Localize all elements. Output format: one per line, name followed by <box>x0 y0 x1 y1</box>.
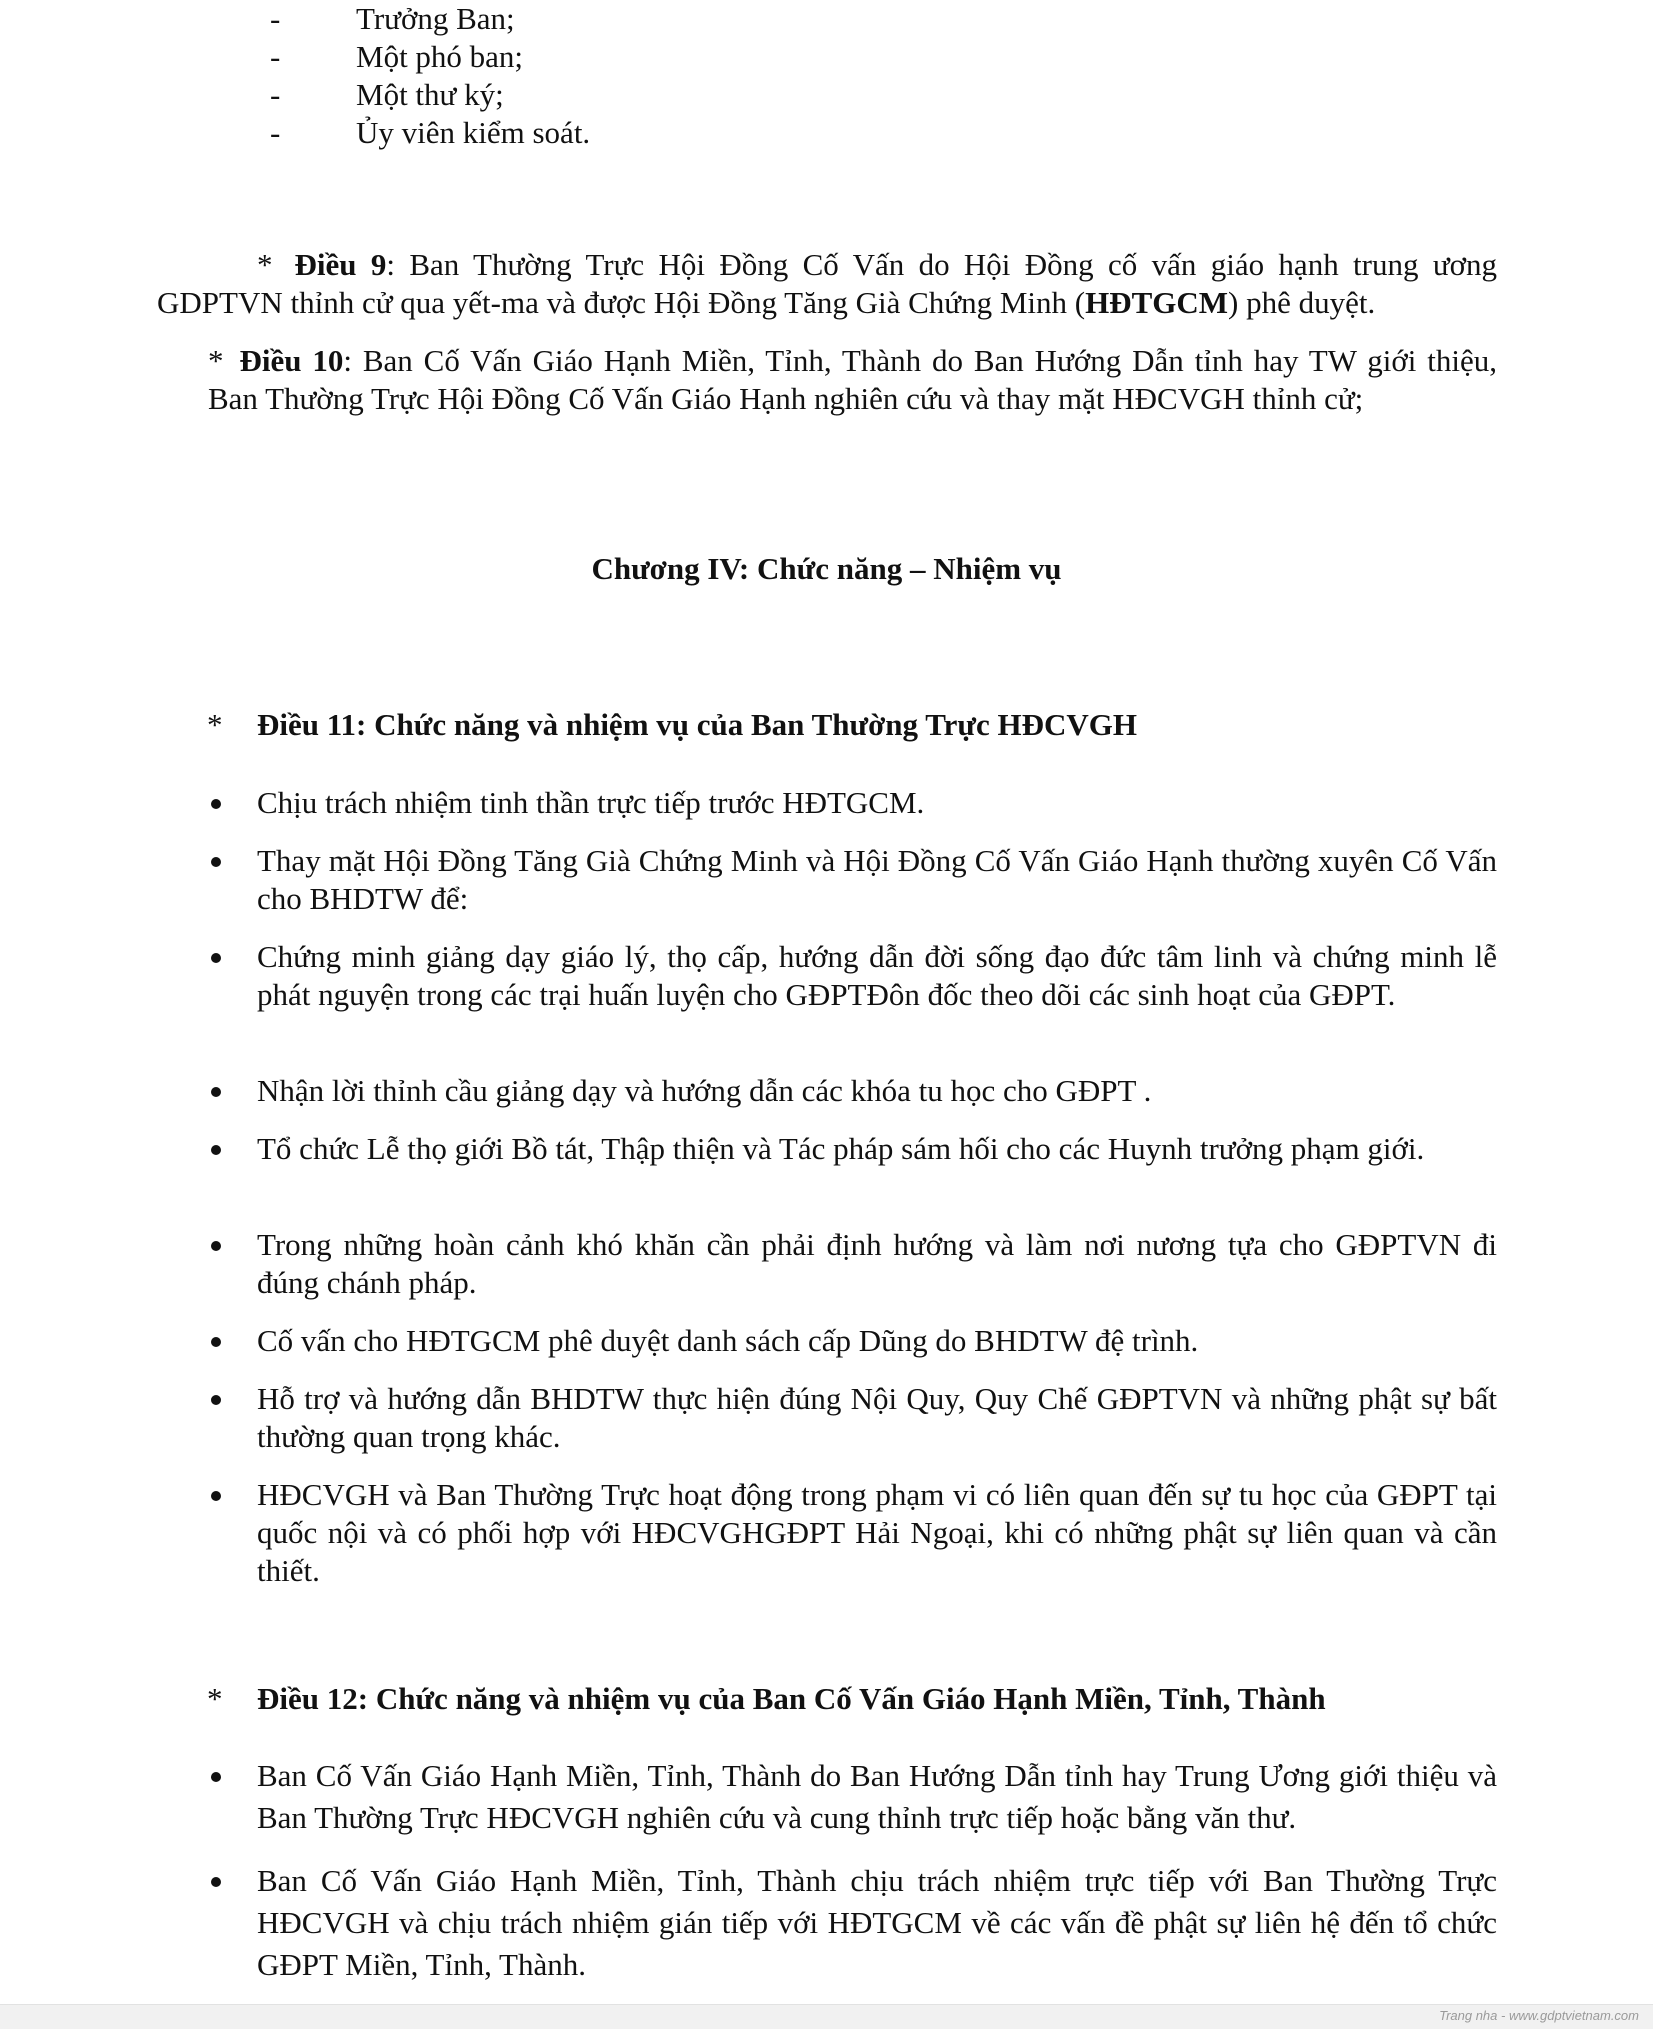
list-item-text: Tổ chức Lễ thọ giới Bồ tát, Thập thiện và Tác pháp sám hối cho các Huynh trưởng phạm giới. <box>257 1131 1425 1166</box>
asterisk-marker: * <box>257 247 273 282</box>
bullet-icon <box>211 1145 221 1155</box>
list-item <box>257 1130 1497 1168</box>
article-9-abbr: HĐTGCM <box>1085 285 1228 320</box>
article-9-text-end: ) phê duyệt. <box>1228 285 1376 320</box>
list-item <box>257 1476 1497 1590</box>
article-11-title-text: Điều 11: Chức năng và nhiệm vụ của Ban Thường Trực HĐCVGH <box>257 707 1137 742</box>
article-12-title-text: Điều 12: Chức năng và nhiệm vụ của Ban Cố Vấn Giáo Hạnh Miền, Tỉnh, Thành <box>257 1681 1326 1716</box>
article-9-paragraph <box>157 246 1497 322</box>
asterisk-marker: * <box>207 707 223 742</box>
article-12-title <box>207 1680 1326 1718</box>
list-item-text: Hỗ trợ và hướng dẫn BHDTW thực hiện đúng Nội Quy, Quy Chế GĐPTVN và những phật sự bất thường quan trọng khác. <box>257 1381 1497 1454</box>
chapter-heading: Chương IV: Chức năng – Nhiệm vụ <box>591 551 1062 586</box>
list-item <box>257 1860 1497 1986</box>
bullet-icon <box>211 1877 221 1887</box>
dash-marker: - <box>270 77 281 112</box>
dash-marker: - <box>270 39 281 74</box>
bullet-icon <box>211 1241 221 1251</box>
list-item <box>257 1226 1497 1302</box>
footer-bar <box>0 2004 1653 2029</box>
list-item-text: Trưởng Ban; <box>356 1 515 36</box>
bullet-icon <box>211 857 221 867</box>
article-10-paragraph <box>208 342 1497 418</box>
article-10-text: : Ban Cố Vấn Giáo Hạnh Miền, Tỉnh, Thành do Ban Hướng Dẫn tỉnh hay TW giới thiệu, Ban Thường Trực Hội Đồng Cố Vấn Giáo Hạnh nghiên cứu và thay mặt HĐCVGH thỉnh cử; <box>208 343 1498 416</box>
list-item <box>257 1322 1497 1360</box>
bullet-icon <box>211 1772 221 1782</box>
asterisk-marker: * <box>207 1681 223 1716</box>
list-item <box>257 1072 1497 1110</box>
list-item <box>257 1755 1497 1839</box>
list-item-text: Chịu trách nhiệm tinh thần trực tiếp trước HĐTGCM. <box>257 785 925 820</box>
bullet-icon <box>211 1087 221 1097</box>
article-11-title <box>207 706 1137 744</box>
list-item-text: Cố vấn cho HĐTGCM phê duyệt danh sách cấp Dũng do BHDTW đệ trình. <box>257 1323 1199 1358</box>
list-item <box>257 938 1497 1014</box>
bullet-icon <box>211 953 221 963</box>
list-item-text: Ủy viên kiểm soát. <box>356 115 591 150</box>
list-item-text: HĐCVGH và Ban Thường Trực hoạt động trong phạm vi có liên quan đến sự tu học của GĐPT tại quốc nội và có phối hợp với HĐCVGHGĐPT Hải Ngoại, khi có những phật sự liên quan và cần thiết. <box>257 1477 1497 1588</box>
article-9-text: : Ban Thường Trực Hội Đồng Cố Vấn do Hội Đồng cố vấn giáo hạnh trung ương GDPTVN thỉnh cử qua yết-ma và được Hội Đồng Tăng Già Chứng Minh ( <box>157 247 1498 320</box>
article-10-label: Điều 10 <box>239 343 344 378</box>
list-item-text: Chứng minh giảng dạy giáo lý, thọ cấp, hướng dẫn đời sống đạo đức tâm linh và chứng minh lễ phát nguyện trong các trại huấn luyện cho GĐPTĐôn đốc theo dõi các sinh hoạt của GĐPT. <box>257 939 1497 1012</box>
bullet-icon <box>211 1337 221 1347</box>
list-item-text: Một phó ban; <box>356 39 524 74</box>
article-9-label: Điều 9 <box>294 247 387 282</box>
footer-watermark: Trang nha - www.gdptvietnam.com <box>1439 2008 1639 2023</box>
list-item <box>257 784 1497 822</box>
dash-marker: - <box>270 1 281 36</box>
asterisk-marker: * <box>208 343 224 378</box>
dash-marker: - <box>270 115 281 150</box>
list-item-text: Trong những hoàn cảnh khó khăn cần phải định hướng và làm nơi nương tựa cho GĐPTVN đi đúng chánh pháp. <box>257 1227 1497 1300</box>
list-item-text: Ban Cố Vấn Giáo Hạnh Miền, Tỉnh, Thành chịu trách nhiệm trực tiếp với Ban Thường Trực HĐCVGH và chịu trách nhiệm gián tiếp với HĐTGCM về các vấn đề phật sự liên hệ đến tổ chức GĐPT Miền, Tỉnh, Thành. <box>257 1863 1497 1982</box>
bullet-icon <box>211 799 221 809</box>
list-item-text: Một thư ký; <box>356 77 504 112</box>
list-item-text: Nhận lời thỉnh cầu giảng dạy và hướng dẫn các khóa tu học cho GĐPT . <box>257 1073 1152 1108</box>
bullet-icon <box>211 1491 221 1501</box>
bullet-icon <box>211 1395 221 1405</box>
list-item-text: Thay mặt Hội Đồng Tăng Già Chứng Minh và Hội Đồng Cố Vấn Giáo Hạnh thường xuyên Cố Vấn cho BHDTW để: <box>257 843 1497 916</box>
list-item <box>257 842 1497 918</box>
list-item <box>257 1380 1497 1456</box>
list-item-text: Ban Cố Vấn Giáo Hạnh Miền, Tỉnh, Thành do Ban Hướng Dẫn tỉnh hay Trung Ương giới thiệu và Ban Thường Trực HĐCVGH nghiên cứu và cung thỉnh trực tiếp hoặc bằng văn thư. <box>257 1758 1497 1835</box>
